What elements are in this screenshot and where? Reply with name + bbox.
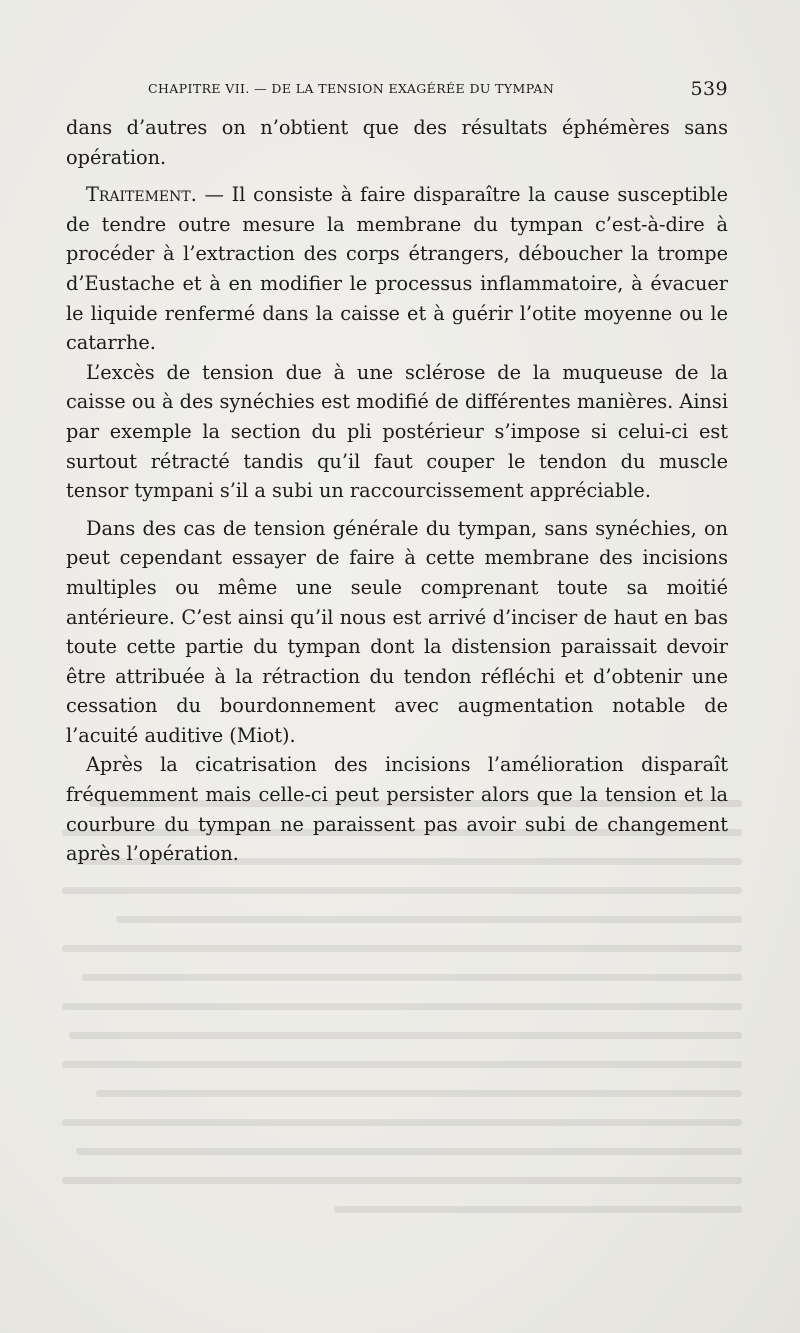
- section-lead-in: Traitement.: [86, 183, 197, 207]
- paragraph-cicatrisation: Après la cicatrisation des incisions l’amélioration disparaît fréquemment mais celle-ci peut persister alors que la tension et la courbure du tympan ne paraissent pas avoir subi de changement après l’opération.: [66, 753, 728, 866]
- paragraph-traitement: [66, 180, 728, 358]
- paragraph-text: — Il consiste à faire disparaître la cause susceptible de tendre outre mesure la membrane du tympan c’est-à-dire à procéder à l’extraction des corps étrangers, déboucher la trompe d’Eustache et à en modifier le processus inflammatoire, à évacuer le liquide renfermé dans la caisse et à guérir l’otite moyenne ou le catarrhe.: [66, 183, 728, 355]
- paragraph-continuation: dans d’autres on n’obtient que des résultats éphémères sans opération.: [66, 116, 728, 169]
- paragraph-tension-generale: Dans des cas de tension générale du tympan, sans synéchies, on peut cependant essayer de faire à cette membrane des incisions multiples ou même une seule comprenant toute sa moitié antérieure. C’est ainsi qu’il nous est arrivé d’inciser de haut en bas toute cette partie du tympan dont la distension paraissait devoir être attribuée à la rétraction du tendon réfléchi et d’obtenir une cessation du bourdonnement avec augmentation notable de l’acuité auditive (Miot).: [66, 516, 728, 747]
- page-number: 539: [690, 78, 728, 100]
- show-through-text: [62, 800, 742, 1300]
- running-header: [148, 78, 728, 98]
- paragraph-sclerose: L’excès de tension due à une sclérose de la muqueuse de la caisse ou à des synéchies est modifié de différentes manières. Ainsi par exemple la section du pli postérieur s’impose si celui-ci est surtout rétracté tandis qu’il faut couper le tendon du muscle tensor tympani s’il a subi un raccourcissement appréciable.: [66, 360, 728, 503]
- body-text: [66, 113, 728, 869]
- running-title: CHAPITRE VII. — DE LA TENSION EXAGÉRÉE DU TYMPAN: [148, 81, 555, 96]
